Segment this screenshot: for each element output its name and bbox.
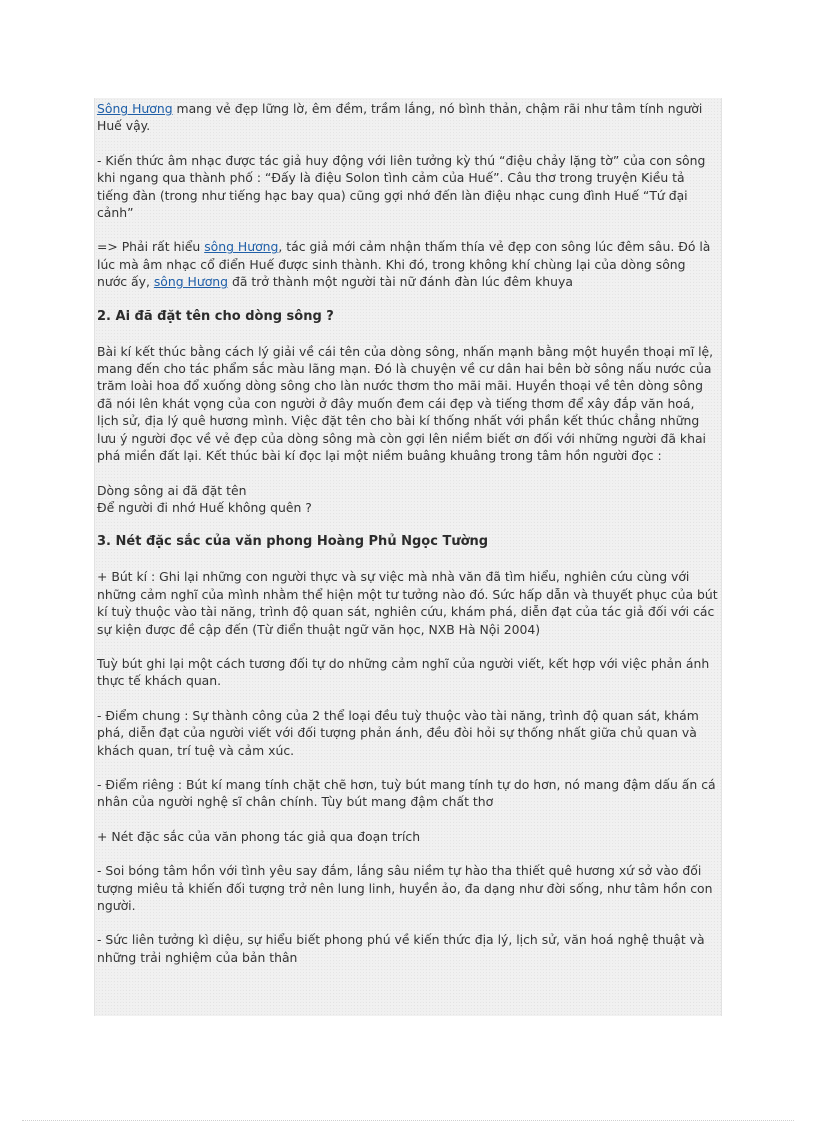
section-2-heading: 2. Ai đã đặt tên cho dòng sông ? [97,308,334,324]
conclusion-text-3: đã trở thành một người tài nữ đánh đàn lúc đêm khuya [228,274,573,290]
diem-chung-paragraph: - Điểm chung : Sự thành công của 2 thể loại đều tuỳ thuộc vào tài năng, trình độ quan sát, khám phá, diễn đạt của người viết với đối tượng phản ánh, đều đòi hỏi sự thống nhất giữa chủ quan và khách quan, trí tuệ và cảm xúc. [97,707,699,758]
document-content-box [94,98,722,1016]
music-paragraph: - Kiến thức âm nhạc được tác giả huy động với liên tưởng kỳ thú “điệu chảy lặng tờ” của con sông khi ngang qua thành phố : “Đấy là điệu Solon tình cảm của Huế”. Câu thơ trong truyện Kiều tả tiếng đàn (trong như tiếng hạc bay qua) cũng gợi nhớ đến làn điệu nhạc cung đình Huế “Tứ đại cảnh” [97,152,706,221]
song-huong-link[interactable]: Sông Hương [97,101,173,116]
page-bottom-divider [22,1120,794,1121]
conclusion-paragraph [97,238,719,290]
poem-quote [97,482,719,517]
section-3-heading: 3. Nét đặc sắc của văn phong Hoàng Phủ Ngọc Tường [97,534,489,550]
suc-lien-tuong-paragraph: - Sức liên tưởng kì diệu, sự hiểu biết phong phú về kiến thức địa lý, lịch sử, văn hoá nghệ thuật và những trải nghiệm của bản thân [97,932,705,965]
tuy-but-paragraph: Tuỳ bút ghi lại một cách tương đối tự do những cảm nghĩ của người viết, kết hợp với việc phản ánh thực tế khách quan. [97,655,710,689]
intro-text: mang vẻ đẹp lững lờ, êm đềm, trầm lắng, nó bình thản, chậm rãi như tâm tính người Huế vậy. [97,101,703,134]
net-dac-sac-paragraph: + Nét đặc sắc của văn phong tác giả qua đoạn trích [97,828,421,844]
song-huong-link-3[interactable]: sông Hương [153,274,229,290]
but-ki-paragraph: + Bút kí : Ghi lại những con người thực và sự việc mà nhà văn đã tìm hiểu, nghiên cứu cùng với những cảm nghĩ của mình nhằm thể hiện một tư tưởng nào đó. Sức hấp dẫn và thuyết phục của bút kí tuỳ thuộc vào tài năng, trình độ quan sát, nghiên cứu, khám phá, diễn đạt của tác giả đối với các sự kiện được đề cập đến (Từ điển thuật ngữ văn học, NXB Hà Nội 2004) [97,569,718,637]
intro-paragraph [97,100,719,135]
document-body [95,98,721,966]
poem-line-2: Để người đi nhớ Huế không quên ? [97,499,312,515]
diem-rieng-paragraph: - Điểm riêng : Bút kí mang tính chặt chẽ hơn, tuỳ bút mang tính tự do hơn, nó mang đậm dấu ấn cá nhân của người nghệ sĩ chân chính. Tùy bút mang đậm chất thơ [97,776,716,810]
soi-bong-paragraph: - Soi bóng tâm hồn với tình yêu say đắm, lắng sâu niềm tự hào tha thiết quê hương xứ sở vào đối tượng miêu tả khiến đối tượng trở nên lung linh, huyền ảo, đa dạng như đời sống, như tâm hồn con người. [97,863,713,913]
song-huong-link-2[interactable]: sông Hương [204,239,279,255]
poem-line-1: Dòng sông ai đã đặt tên [97,482,247,498]
conclusion-text-1: => Phải rất hiểu [97,239,205,255]
conclusion-text-2: , tác giả mới cảm nhận thấm thía vẻ đẹp con sông lúc đêm sâu. Đó là lúc mà âm nhạc cổ điển Huế được sinh thành. Khi đó, trong không khí chùng lại của dòng sông nước ấy, [97,239,711,290]
section-2-paragraph: Bài kí kết thúc bằng cách lý giải về cái tên của dòng sông, nhấn mạnh bằng một huyền thoại mĩ lệ, mang đến cho tác phẩm sắc màu lãng mạn. Đó là chuyện về cư dân hai bên bờ sông nấu nước của trăm loài hoa đổ xuống dòng sông cho làn nước thơm tho mãi mãi. Huyền thoại về tên dòng sông đã nói lên khát vọng của con người ở đây muốn đem cái đẹp và tiếng thơm để xây đắp văn hoá, lịch sử, địa lý quê hương mình. Việc đặt tên cho bài kí thống nhất với phần kết thúc chẳng những lưu ý người đọc về vẻ đẹp của dòng sông mà còn gợi lên niềm biết ơn đối với những người đã khai phá miền đất lại. Kết thúc bài kí đọc lại một niềm buâng khuâng trong tâm hồn người đọc : [97,343,714,464]
